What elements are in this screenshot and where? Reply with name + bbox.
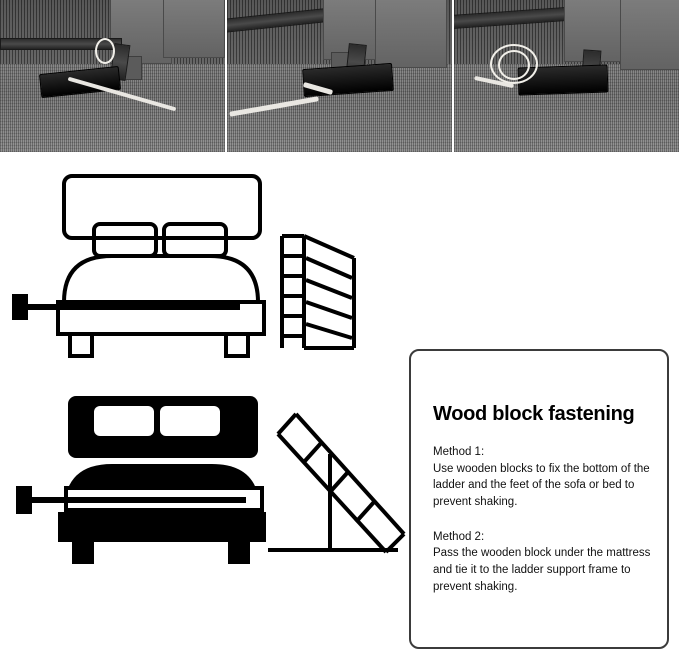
illustration-area bbox=[0, 152, 679, 623]
rope-coil-inner bbox=[498, 50, 530, 80]
photo-2 bbox=[227, 0, 452, 152]
photo-1 bbox=[0, 0, 225, 152]
method-2-block bbox=[433, 529, 651, 596]
method-1-text: Use wooden blocks to fix the bottom of the ladder and the feet of the sofa or bed to prevent shaking. bbox=[433, 462, 650, 509]
info-card-title: Wood block fastening bbox=[433, 403, 635, 425]
photo-3 bbox=[454, 0, 679, 152]
method-1-label: Method 1: bbox=[433, 446, 485, 458]
method-2-text: Pass the wooden block under the mattress and tie it to the ladder support frame to prevent shaking. bbox=[433, 547, 651, 593]
info-card bbox=[409, 349, 669, 649]
method-2-label: Method 2: bbox=[433, 530, 485, 543]
photo-strip bbox=[0, 0, 679, 152]
method-1-block bbox=[433, 444, 651, 511]
sofa-cushion bbox=[163, 0, 225, 58]
diagram-bed-with-ramp-silhouette bbox=[0, 152, 409, 623]
sofa-cushion bbox=[620, 0, 679, 70]
rope-coil bbox=[95, 38, 115, 64]
sofa-cushion bbox=[375, 0, 447, 68]
